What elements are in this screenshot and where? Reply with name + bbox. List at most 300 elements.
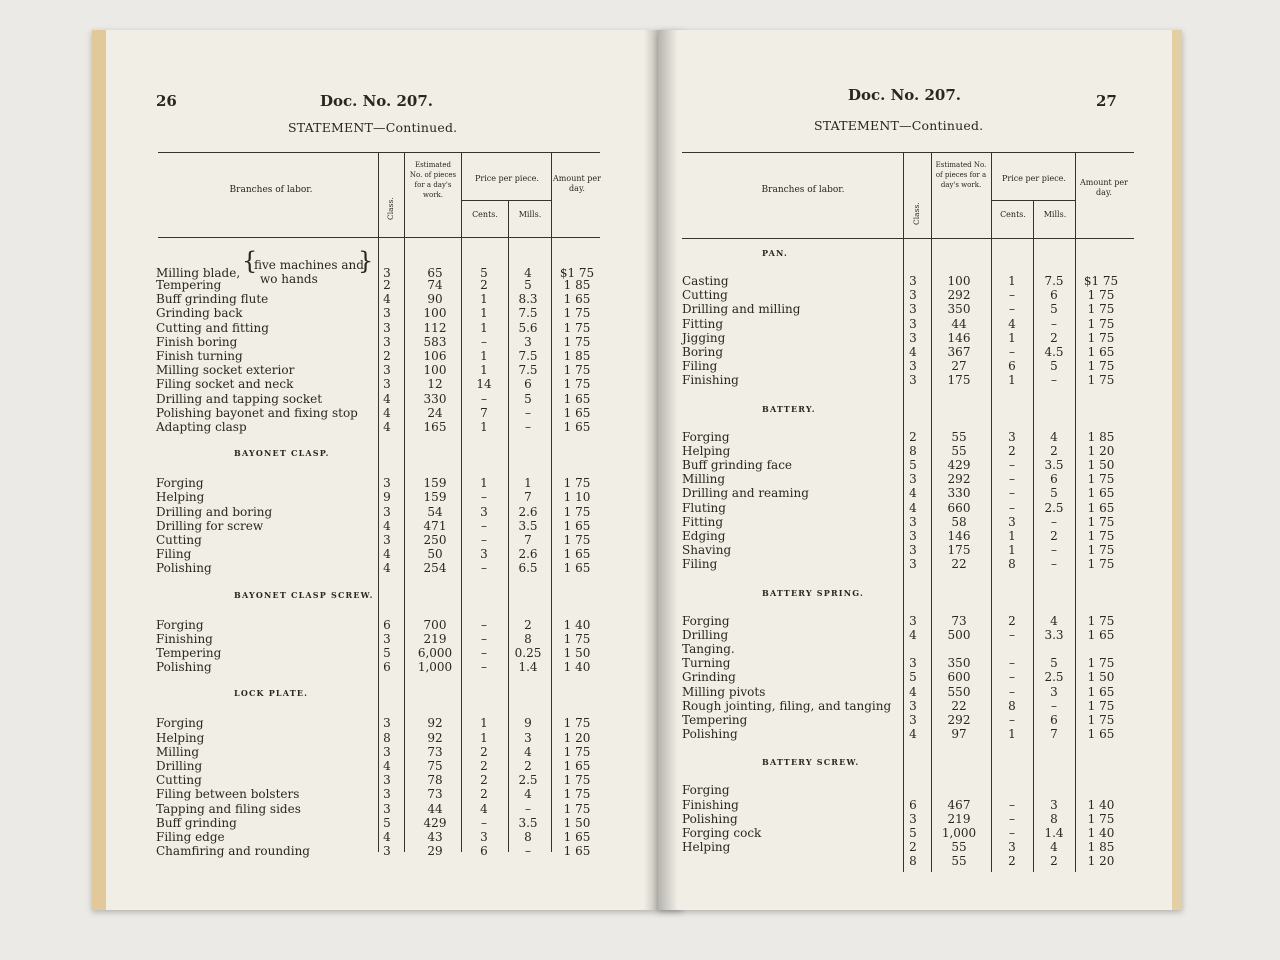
row-amount: 1 75 (563, 716, 591, 731)
table-row (156, 363, 606, 377)
open-book (60, 30, 1210, 940)
row-class: 3 (383, 377, 391, 392)
row-mills: – (525, 405, 531, 420)
row-cents: 3 (480, 504, 488, 519)
section-title: BATTERY SPRING. (762, 587, 864, 598)
row-cents: 1 (480, 320, 488, 335)
row-class: 2 (909, 840, 917, 855)
left-brace-close: } (358, 247, 374, 275)
row-cents: – (481, 631, 487, 646)
row-mills: 3.3 (1044, 627, 1064, 642)
row-mills: 2 (524, 617, 532, 632)
row-mills: – (525, 420, 531, 434)
row-amount: 1 65 (563, 830, 591, 844)
row-class: 3 (909, 811, 917, 826)
table-row (156, 844, 606, 858)
row-cents: 2 (1008, 443, 1016, 458)
row-label: Fitting (682, 316, 724, 331)
row-class: 4 (383, 759, 391, 773)
row-label: Forging (156, 476, 204, 491)
table-row (682, 274, 1142, 288)
row-class: 3 (909, 656, 917, 671)
row-label: Forging (682, 613, 730, 628)
row-amount: 1 65 (1087, 684, 1115, 699)
section-title: LOCK PLATE. (234, 688, 309, 699)
row-amount: 1 75 (1087, 613, 1115, 628)
row-amount: 1 75 (563, 363, 591, 378)
row-class: 3 (383, 844, 391, 859)
row-cents: 2 (480, 787, 488, 802)
right-doc-title: Doc. No. 207. (848, 86, 962, 104)
row-label: Tempering (682, 713, 748, 727)
row-class: 4 (383, 547, 391, 562)
row-cents: – (481, 561, 487, 576)
row-pieces: 146 (947, 529, 971, 543)
row-class: 4 (383, 830, 391, 844)
row-label: Helping (682, 840, 731, 855)
row-amount: 1 50 (1087, 458, 1115, 472)
left-header-bottom-rule (158, 237, 600, 238)
row-class: 5 (909, 826, 917, 840)
row-label: Helping (156, 730, 205, 745)
row-amount: 1 40 (1087, 797, 1115, 812)
row-class: 3 (909, 330, 917, 345)
row-class: 4 (383, 420, 391, 434)
row-pieces: 550 (947, 684, 971, 699)
row-cents: 2 (480, 773, 488, 788)
row-amount: 1 65 (563, 420, 591, 434)
row-label: Cutting (156, 533, 202, 547)
row-pieces: 106 (423, 349, 447, 363)
row-cents: 2 (480, 759, 488, 773)
table-row (156, 547, 606, 561)
row-label: Adapting clasp (156, 420, 247, 434)
row-amount: 1 75 (1087, 330, 1115, 345)
row-label: Boring (682, 345, 724, 359)
row-class: 3 (383, 504, 391, 519)
row-class: 4 (909, 727, 917, 742)
right-header-top-rule (682, 152, 1134, 153)
row-cents: 1 (480, 363, 488, 378)
row-pieces: 73 (951, 613, 967, 628)
row-mills: 2.5 (1044, 500, 1064, 515)
row-amount: 1 50 (563, 815, 591, 830)
row-pieces: 58 (951, 514, 967, 529)
row-pieces: 50 (427, 547, 443, 562)
row-class: 4 (383, 561, 391, 576)
row-cents: 7 (480, 405, 488, 420)
row-cents: 3 (480, 547, 488, 562)
row-pieces: 44 (427, 801, 443, 816)
row-label: Cutting and fitting (156, 320, 269, 335)
row-amount: 1 75 (1087, 529, 1115, 543)
row-pieces: 74 (427, 278, 443, 292)
row-amount: 1 50 (1087, 670, 1115, 685)
left-brace-open: { (242, 247, 258, 275)
table-row (682, 458, 1142, 472)
left-mills-header: Mills. (518, 210, 542, 219)
row-mills: 6.5 (518, 561, 538, 576)
table-row (682, 798, 1142, 812)
row-cents: – (1009, 811, 1015, 826)
row-pieces: 55 (951, 443, 967, 458)
section-title: BAYONET CLASP. (234, 448, 330, 459)
row-label: Finishing (156, 631, 213, 646)
row-mills: 5 (524, 278, 532, 292)
row-class: 3 (909, 302, 917, 317)
row-cents: – (1009, 656, 1015, 671)
row-pieces: 660 (947, 500, 971, 515)
row-pieces: 254 (423, 561, 447, 576)
table-row (156, 561, 606, 575)
row-class: 4 (909, 500, 917, 515)
row-pieces: 467 (947, 797, 971, 812)
row-class: 8 (909, 443, 917, 458)
row-pieces: 44 (951, 316, 967, 331)
row-amount: 1 75 (563, 631, 591, 646)
row-class: 3 (909, 316, 917, 331)
table-row (682, 501, 1142, 515)
row-class: 4 (383, 518, 391, 533)
table-row (156, 335, 606, 349)
row-class: 3 (909, 274, 917, 288)
row-pieces: 100 (947, 274, 971, 288)
right-header-bottom-rule (682, 238, 1134, 239)
row-amount: 1 20 (563, 730, 591, 745)
row-amount: 1 20 (1087, 854, 1115, 869)
table-row (156, 716, 606, 730)
row-label: Drilling and reaming (682, 486, 809, 501)
row-pieces: 43 (427, 830, 443, 844)
row-cents: – (481, 518, 487, 533)
row-mills: 3 (1050, 797, 1058, 812)
row-label: Fitting (682, 514, 724, 529)
row-class: 5 (909, 458, 917, 472)
row-label: Buff grinding flute (156, 292, 269, 307)
row-amount: 1 75 (1087, 302, 1115, 317)
table-row (156, 802, 606, 816)
row-label: Forging (156, 617, 204, 632)
row-pieces: 330 (423, 391, 447, 406)
table-row (682, 373, 1142, 387)
row-pieces: 75 (427, 759, 443, 773)
table-row (682, 302, 1142, 316)
row-mills: 0.25 (514, 646, 542, 660)
row-amount: 1 85 (1087, 840, 1115, 855)
row-cents: 4 (1008, 316, 1016, 331)
row-class: 3 (909, 359, 917, 374)
row-mills: 4 (524, 744, 532, 759)
row-label: Helping (156, 490, 205, 505)
row-class: 3 (909, 472, 917, 487)
row-cents: 2 (480, 278, 488, 292)
table-row (682, 430, 1142, 444)
row-pieces: 22 (951, 698, 967, 713)
left-page (92, 30, 682, 910)
table-row (682, 331, 1142, 345)
row-class: 5 (383, 646, 391, 660)
row-pieces: 330 (947, 486, 971, 501)
row-class: 4 (909, 345, 917, 359)
right-class-header: Class. (912, 202, 921, 225)
row-pieces: 1,000 (417, 660, 453, 675)
row-cents: – (1009, 486, 1015, 501)
row-mills: 5 (1050, 359, 1058, 374)
right-mills-header: Mills. (1043, 210, 1067, 219)
row-cents: – (1009, 826, 1015, 840)
row-label: Milling pivots (682, 684, 766, 699)
right-cents-header: Cents. (1000, 210, 1026, 219)
row-mills: 7.5 (518, 349, 538, 363)
row-class: 3 (383, 306, 391, 321)
row-label: Buff grinding face (682, 458, 793, 472)
row-class: 6 (909, 797, 917, 812)
row-class: 6 (383, 617, 391, 632)
table-row (682, 727, 1142, 741)
row-pieces: 367 (947, 345, 971, 359)
row-cents: – (1009, 500, 1015, 515)
left-first-row-label: Milling blade, (156, 266, 241, 280)
left-cents-header: Cents. (472, 210, 498, 219)
row-mills: 6 (1050, 472, 1058, 487)
row-mills: 5.6 (518, 320, 538, 335)
row-class: 3 (909, 529, 917, 543)
right-statement-heading: STATEMENT—Continued. (814, 118, 984, 133)
row-pieces: 292 (947, 472, 971, 487)
row-amount: 1 75 (1087, 543, 1115, 558)
row-mills: 4 (1050, 613, 1058, 628)
row-pieces: 471 (423, 518, 447, 533)
table-row (156, 406, 606, 420)
row-amount: 1 75 (563, 787, 591, 802)
table-row (156, 759, 606, 773)
row-label: Drilling (682, 627, 729, 642)
row-cents: 1 (480, 716, 488, 731)
section-title: PAN. (762, 248, 789, 258)
row-mills: 2 (1050, 330, 1058, 345)
gutter-shadow-left (644, 30, 658, 910)
row-cents: – (1009, 670, 1015, 685)
row-class: 3 (909, 373, 917, 388)
table-row (156, 773, 606, 787)
table-row (682, 854, 1142, 868)
table-row (156, 392, 606, 406)
row-label: Drilling and boring (156, 504, 273, 519)
row-mills: 3 (524, 730, 532, 745)
row-label: Polishing (682, 727, 738, 742)
table-row (156, 618, 606, 632)
left-doc-title: Doc. No. 207. (320, 92, 434, 110)
row-label: Milling (156, 744, 200, 759)
row-class: 4 (909, 486, 917, 501)
table-row (156, 349, 606, 363)
table-row (156, 420, 606, 434)
row-cents: – (481, 660, 487, 675)
row-mills: 5 (524, 391, 532, 406)
row-cents: – (481, 490, 487, 505)
row-pieces: 27 (951, 359, 967, 374)
row-amount: 1 65 (563, 405, 591, 420)
row-label: Edging (682, 529, 726, 543)
row-cents: 1 (480, 306, 488, 321)
table-row (156, 505, 606, 519)
row-label: Casting (682, 274, 729, 288)
right-amount-header: Amount per day. (1080, 178, 1128, 197)
row-mills: 8.3 (518, 292, 538, 307)
row-cents: 14 (476, 377, 492, 392)
table-row (156, 731, 606, 745)
row-label: Filing edge (156, 830, 225, 844)
row-pieces: 583 (423, 334, 447, 349)
table-row (156, 306, 606, 320)
table-row (682, 713, 1142, 727)
row-label: Jigging (682, 330, 726, 345)
left-amount-header: Amount per day. (553, 174, 601, 193)
left-first-row-cents: 5 (480, 266, 488, 280)
row-mills: 8 (524, 830, 532, 844)
row-mills: 7 (524, 490, 532, 505)
row-mills: 2 (1050, 854, 1058, 869)
row-label: Grinding (682, 670, 736, 685)
row-label: Tempering (156, 278, 222, 292)
row-amount: 1 65 (563, 518, 591, 533)
row-label: Forging (156, 716, 204, 731)
row-mills: 4 (524, 787, 532, 802)
row-amount: 1 75 (1087, 288, 1115, 303)
left-first-row-mills: 4 (524, 266, 532, 280)
row-mills: 9 (524, 716, 532, 731)
row-cents: 1 (1008, 330, 1016, 345)
row-amount: 1 75 (563, 334, 591, 349)
row-label: Rough jointing, filing, and tanging (682, 698, 892, 713)
row-cents: – (1009, 472, 1015, 487)
row-pieces: 54 (427, 504, 443, 519)
row-cents: 1 (480, 476, 488, 491)
row-amount: 1 65 (563, 391, 591, 406)
row-pieces: 97 (951, 727, 967, 742)
row-cents: 4 (480, 801, 488, 816)
row-class: 3 (383, 744, 391, 759)
row-class: 5 (909, 670, 917, 685)
row-cents: – (481, 334, 487, 349)
row-pieces: 165 (423, 420, 447, 434)
row-class: 2 (383, 278, 391, 292)
row-pieces: 55 (951, 840, 967, 855)
row-cents: 1 (1008, 274, 1016, 288)
row-amount: 1 65 (1087, 627, 1115, 642)
row-label: Milling (682, 472, 726, 487)
row-label: Finish boring (156, 334, 238, 349)
row-label: Polishing (156, 561, 212, 576)
row-label: Forging (682, 429, 730, 444)
row-label: Chamfiring and rounding (156, 844, 310, 859)
row-label: Turning (682, 656, 731, 671)
row-cents: – (1009, 797, 1015, 812)
row-label: Drilling (156, 759, 203, 773)
row-pieces: 90 (427, 292, 443, 307)
row-cents: – (1009, 713, 1015, 727)
row-cents: 1 (1008, 529, 1016, 543)
right-estimated-header: Estimated No. of pieces for a day's work. (935, 161, 987, 189)
row-mills: 2 (524, 759, 532, 773)
row-class: 3 (383, 787, 391, 802)
row-pieces: 1,000 (941, 826, 977, 840)
row-cents: – (1009, 302, 1015, 317)
table-row (156, 646, 606, 660)
row-mills: 2.6 (518, 547, 538, 562)
row-label: Fluting (682, 500, 726, 515)
row-amount: 1 85 (563, 349, 591, 363)
left-header-top-rule (158, 152, 600, 153)
row-mills: 3 (524, 334, 532, 349)
row-pieces: 250 (423, 533, 447, 547)
row-amount: 1 65 (563, 759, 591, 773)
table-row (682, 529, 1142, 543)
row-amount: 1 75 (563, 744, 591, 759)
row-cents: – (481, 646, 487, 660)
row-mills: 1.4 (518, 660, 538, 675)
row-amount: 1 75 (1087, 698, 1115, 713)
row-cents: 1 (1008, 543, 1016, 558)
table-row (682, 444, 1142, 458)
row-amount: 1 75 (1087, 514, 1115, 529)
row-label: Finish turning (156, 349, 243, 363)
row-label: Grinding back (156, 306, 243, 321)
row-label: Cutting (682, 288, 728, 303)
row-mills: 2 (1050, 443, 1058, 458)
row-cents: – (481, 391, 487, 406)
row-pieces: 500 (947, 627, 971, 642)
row-class: 9 (383, 490, 391, 505)
left-branches-header: Branches of labor. (229, 185, 313, 195)
table-row (156, 745, 606, 759)
row-class: 3 (909, 713, 917, 727)
row-amount: 1 75 (563, 476, 591, 491)
row-cents: 8 (1008, 698, 1016, 713)
left-first-row-class: 3 (383, 266, 391, 280)
row-class: 3 (383, 363, 391, 378)
row-amount: 1 75 (563, 533, 591, 547)
row-pieces: 175 (947, 373, 971, 388)
row-class: 4 (383, 391, 391, 406)
row-cents: – (1009, 345, 1015, 359)
row-class: 5 (383, 815, 391, 830)
row-amount: 1 40 (1087, 826, 1115, 840)
row-label: Drilling and tapping socket (156, 391, 323, 406)
row-amount: 1 75 (1087, 316, 1115, 331)
row-label: Forging cock (682, 826, 762, 840)
row-label: Filing socket and neck (156, 377, 294, 392)
table-row (682, 486, 1142, 500)
table-row (682, 557, 1142, 571)
row-mills: 4 (1050, 840, 1058, 855)
row-mills: 7 (524, 533, 532, 547)
row-cents: 6 (480, 844, 488, 859)
table-row (682, 317, 1142, 331)
row-pieces: 6,000 (417, 646, 453, 660)
table-row (156, 490, 606, 504)
row-pieces: 73 (427, 787, 443, 802)
row-label: Tanging. (682, 642, 735, 656)
row-cents: – (481, 815, 487, 830)
table-row (682, 783, 1142, 797)
row-class: 3 (909, 514, 917, 529)
row-amount: 1 75 (1087, 359, 1115, 374)
row-pieces: 219 (947, 811, 971, 826)
row-class: 3 (383, 533, 391, 547)
row-pieces: 55 (951, 854, 967, 869)
row-pieces: 700 (423, 617, 447, 632)
